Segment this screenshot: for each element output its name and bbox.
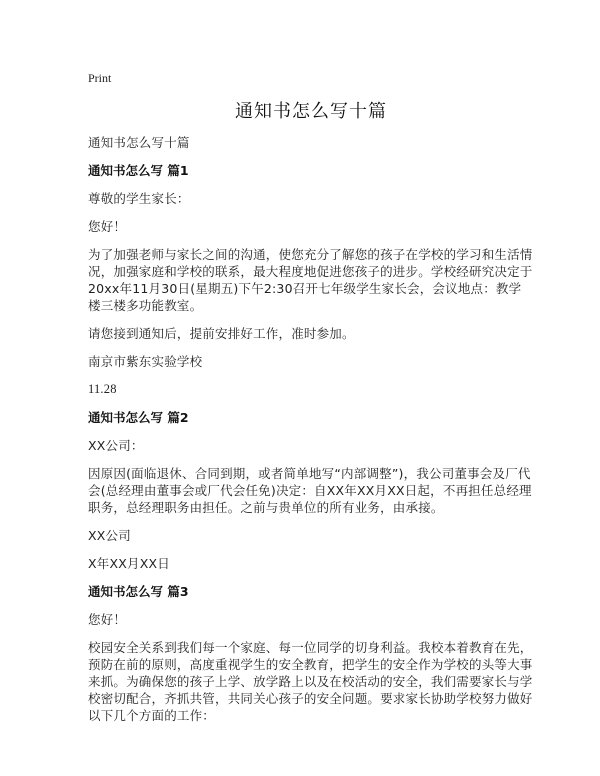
document-page	[88, 70, 534, 724]
body-paragraph: 因原因(面临退休、合同到期，或者简单地写“内部调整”)，我公司董事会及厂代会(总经理由董事会或厂代会任免)决定：自XX年XX月XX日起，不再担任总经理职务，总经理职务由担任。之前与贵单位的所有业务，由承接。	[88, 466, 532, 515]
section-2	[88, 409, 534, 572]
salutation: XX公司：	[88, 438, 144, 453]
body-paragraph: 请您接到通知后，提前安排好工作，准时参加。	[88, 326, 355, 341]
date: X年XX月XX日	[88, 556, 170, 571]
salutation: 尊敬的学生家长：	[88, 191, 190, 206]
body-paragraph: 校园安全关系到我们每一个家庭、每一位同学的切身利益。我校本着教育在先，预防在前的原则，高度重视学生的安全教育，把学生的安全作为学校的头等大事来抓。为确保您的孩子上学、放学路上以及在校活动的安全，我们需要家长与学校密切配合，齐抓共管，共同关心孩子的安全问题。要求家长协助学校努力做好以下几个方面的工作：	[88, 640, 533, 723]
section-heading: 通知书怎么写 篇1	[88, 163, 189, 178]
section-heading: 通知书怎么写 篇2	[88, 410, 189, 425]
signature: XX公司	[88, 528, 131, 543]
body-paragraph: 为了加强老师与家长之间的沟通，使您充分了解您的孩子在学校的学习和生活情况，加强家庭和学校的联系，最大程度地促进您孩子的进步。学校经研究决定于20xx年11月30日(星期五)下午2:30召开七年级学生家长会，会议地点：教学楼三楼多功能教室。	[88, 247, 533, 313]
section-3	[88, 583, 534, 724]
greeting: 您好！	[88, 612, 127, 627]
document-subtitle: 通知书怎么写十篇	[88, 135, 190, 150]
page-title: 通知书怎么写十篇	[235, 101, 387, 122]
signature: 南京市紫东实验学校	[88, 354, 203, 369]
print-link[interactable]: Print	[88, 71, 112, 85]
section-1	[88, 162, 534, 398]
greeting: 您好！	[88, 219, 127, 234]
date: 11.28	[88, 382, 117, 396]
section-heading: 通知书怎么写 篇3	[88, 584, 189, 599]
